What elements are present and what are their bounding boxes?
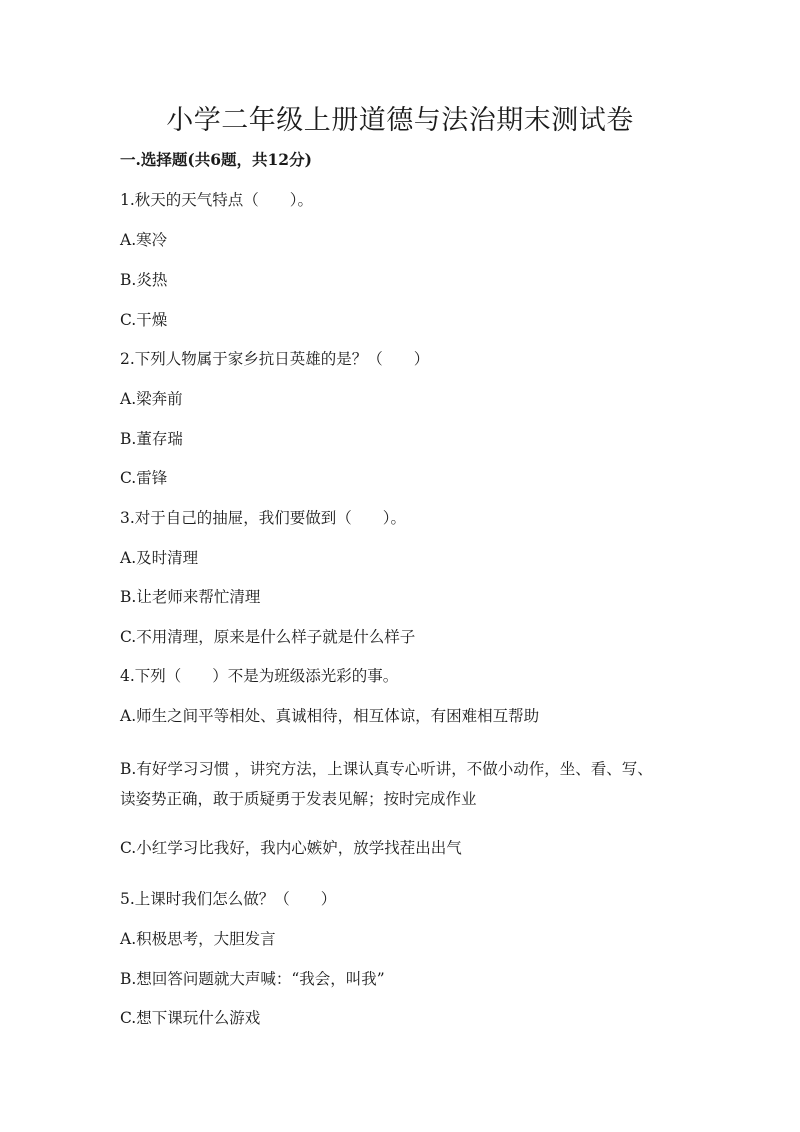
answer-option-continuation: 读姿势正确，敢于质疑勇于发表见解；按时完成作业	[120, 790, 477, 808]
section-heading: 一.选择题(共6题，共12分)	[120, 150, 312, 169]
question-stem: 5.上课时我们怎么做？（ ）	[120, 890, 337, 908]
answer-option: A.师生之间平等相处、真诚相待，相互体谅，有困难相互帮助	[120, 707, 540, 725]
answer-option: B.炎热	[120, 271, 168, 289]
answer-option: A.寒冷	[120, 231, 168, 249]
answer-option: B.想回答问题就大声喊：“我会，叫我”	[120, 970, 385, 988]
question-stem: 4.下列（ ）不是为班级添光彩的事。	[120, 667, 399, 685]
question-stem: 2.下列人物属于家乡抗日英雄的是？（ ）	[120, 350, 430, 368]
answer-option: C.小红学习比我好，我内心嫉妒，放学找茬出出气	[120, 839, 462, 857]
answer-option: A.梁奔前	[120, 390, 183, 408]
answer-option: B.有好学习习惯 ，讲究方法，上课认真专心听讲，不做小动作，坐、看、写、	[120, 760, 653, 778]
question-stem: 1.秋天的天气特点（ ）。	[120, 191, 314, 209]
answer-option: A.及时清理	[120, 549, 199, 567]
answer-option: B.让老师来帮忙清理	[120, 588, 261, 606]
answer-option: B.董存瑞	[120, 430, 183, 448]
page-title: 小学二年级上册道德与法治期末测试卷	[166, 105, 634, 136]
answer-option: A.积极思考，大胆发言	[120, 930, 276, 948]
question-stem: 3.对于自己的抽屉，我们要做到（ ）。	[120, 509, 407, 527]
answer-option: C.想下课玩什么游戏	[120, 1009, 261, 1027]
answer-option: C.不用清理，原来是什么样子就是什么样子	[120, 628, 416, 646]
answer-option: C.干燥	[120, 311, 168, 329]
answer-option: C.雷锋	[120, 469, 168, 487]
